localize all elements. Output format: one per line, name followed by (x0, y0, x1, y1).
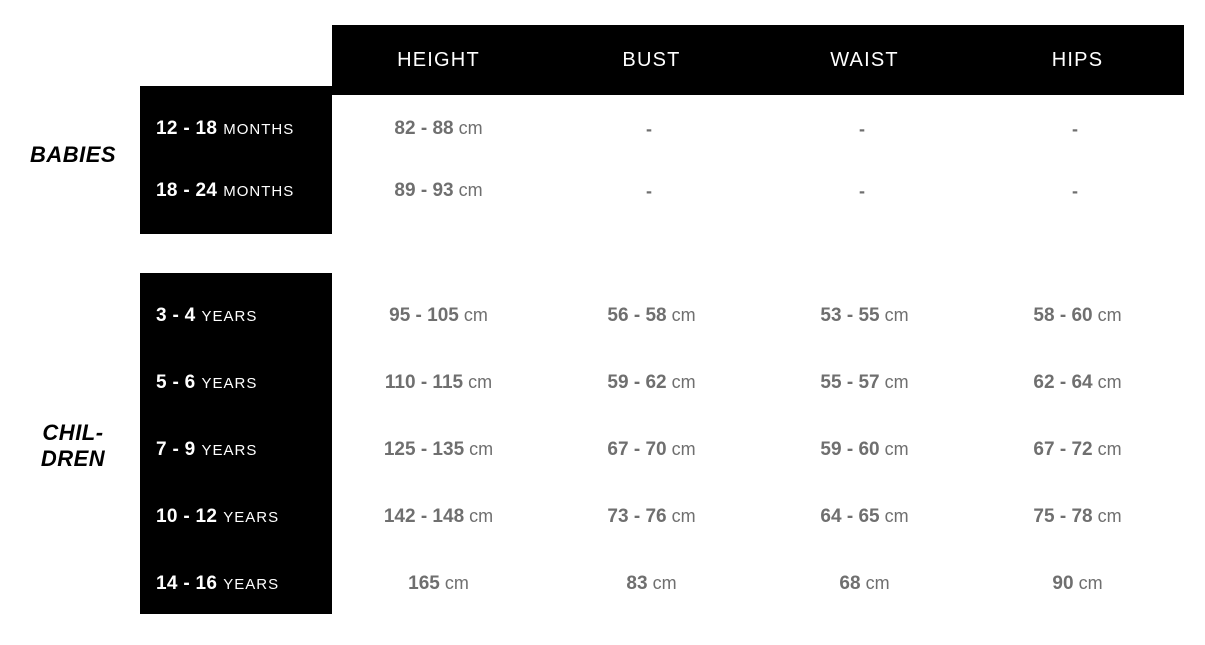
cell-waist-value: - (859, 180, 865, 201)
table-row (140, 417, 1184, 483)
size-unit: MONTHS (223, 121, 295, 138)
size-cell (140, 118, 332, 140)
cell-hips-unit: cm (1097, 372, 1122, 392)
size-range: 12 - 18 (156, 118, 218, 139)
cell-bust (545, 305, 758, 327)
cell-hips-value: 75 - 78 (1033, 506, 1093, 527)
cell-waist-value: 64 - 65 (820, 506, 880, 527)
cell-height (332, 506, 545, 528)
table-row (140, 551, 1184, 617)
size-cell (140, 573, 332, 595)
cell-height-value: 82 - 88 (394, 118, 454, 139)
cell-bust (545, 119, 758, 140)
cell-hips-unit: cm (1097, 506, 1122, 526)
group-label-babies: BABIES (29, 142, 117, 167)
size-unit: YEARS (223, 509, 280, 526)
cell-height (332, 573, 545, 595)
cell-bust-unit: cm (671, 372, 696, 392)
group-label-children-line2: DREN (40, 445, 106, 471)
size-range: 3 - 4 (156, 305, 196, 326)
cell-bust-value: - (646, 180, 652, 201)
group-label-children (8, 420, 138, 472)
cell-waist (758, 506, 971, 528)
cell-height-value: 95 - 105 (389, 305, 459, 326)
size-unit: YEARS (201, 308, 258, 325)
column-header-hips: HIPS (1051, 48, 1104, 71)
table-row (140, 283, 1184, 349)
cell-waist-unit: cm (884, 439, 909, 459)
column-header-waist: WAIST (830, 48, 899, 71)
cell-height-unit: cm (468, 372, 493, 392)
cell-hips (971, 305, 1184, 327)
size-unit: YEARS (223, 576, 280, 593)
cell-bust (545, 181, 758, 202)
cell-waist-value: 53 - 55 (820, 305, 880, 326)
cell-bust-value: 73 - 76 (607, 506, 667, 527)
cell-bust-value: 56 - 58 (607, 305, 667, 326)
cell-waist (758, 372, 971, 394)
cell-height (332, 305, 545, 327)
table-row (140, 96, 1184, 162)
column-header-height: HEIGHT (397, 48, 480, 71)
size-range: 10 - 12 (156, 506, 218, 527)
cell-waist-value: 55 - 57 (820, 372, 880, 393)
cell-bust-value: 59 - 62 (607, 372, 667, 393)
table-row (140, 484, 1184, 550)
cell-waist (758, 305, 971, 327)
cell-hips (971, 506, 1184, 528)
cell-hips (971, 439, 1184, 461)
cell-height-value: 125 - 135 (383, 439, 465, 460)
cell-waist-value: 59 - 60 (820, 439, 880, 460)
cell-bust (545, 439, 758, 461)
size-cell (140, 439, 332, 461)
cell-waist-unit: cm (865, 573, 890, 593)
cell-height (332, 118, 545, 140)
cell-height-value: 110 - 115 (384, 372, 464, 393)
cell-bust (545, 372, 758, 394)
cell-waist (758, 181, 971, 202)
cell-bust (545, 506, 758, 528)
cell-bust-value: 67 - 70 (607, 439, 667, 460)
cell-waist (758, 573, 971, 595)
cell-hips (971, 573, 1184, 595)
size-range: 14 - 16 (156, 573, 218, 594)
cell-height-unit: cm (458, 180, 483, 200)
cell-waist-value: 68 (839, 573, 861, 594)
cell-hips-unit: cm (1078, 573, 1103, 593)
cell-bust-value: 83 (626, 573, 648, 594)
cell-bust-unit: cm (671, 506, 696, 526)
cell-height-unit: cm (469, 439, 494, 459)
cell-height (332, 439, 545, 461)
size-range: 7 - 9 (156, 439, 196, 460)
cell-waist (758, 439, 971, 461)
cell-hips-value: 67 - 72 (1033, 439, 1093, 460)
cell-waist-value: - (859, 118, 865, 139)
size-cell (140, 506, 332, 528)
size-cell (140, 305, 332, 327)
size-range: 5 - 6 (156, 372, 196, 393)
cell-height-value: 89 - 93 (394, 180, 454, 201)
cell-hips (971, 372, 1184, 394)
cell-height-unit: cm (469, 506, 494, 526)
cell-waist-unit: cm (884, 372, 909, 392)
cell-height-unit: cm (444, 573, 469, 593)
cell-hips (971, 119, 1184, 140)
cell-waist-unit: cm (884, 506, 909, 526)
size-unit: MONTHS (223, 183, 295, 200)
cell-hips-value: 62 - 64 (1033, 372, 1093, 393)
cell-height-unit: cm (458, 118, 483, 138)
table-row (140, 158, 1184, 224)
cell-hips-value: 90 (1052, 573, 1074, 594)
size-unit: YEARS (201, 375, 258, 392)
size-range: 18 - 24 (156, 180, 218, 201)
cell-hips (971, 181, 1184, 202)
column-header-bust: BUST (622, 48, 681, 71)
cell-hips-unit: cm (1097, 439, 1122, 459)
cell-bust-unit: cm (652, 573, 677, 593)
cell-height (332, 372, 545, 394)
group-label-children-line1: CHIL- (42, 420, 104, 445)
cell-hips-value: 58 - 60 (1033, 305, 1093, 326)
cell-bust-unit: cm (671, 439, 696, 459)
table-row (140, 350, 1184, 416)
cell-bust-value: - (646, 118, 652, 139)
size-unit: YEARS (201, 442, 258, 459)
cell-height (332, 180, 545, 202)
table-header-row (332, 25, 1184, 95)
cell-hips-value: - (1072, 118, 1078, 139)
cell-height-unit: cm (463, 305, 488, 325)
cell-bust (545, 573, 758, 595)
cell-height-value: 142 - 148 (383, 506, 465, 527)
size-cell (140, 372, 332, 394)
cell-waist (758, 119, 971, 140)
size-cell (140, 180, 332, 202)
cell-waist-unit: cm (884, 305, 909, 325)
cell-height-value: 165 (408, 573, 440, 594)
cell-bust-unit: cm (671, 305, 696, 325)
cell-hips-unit: cm (1097, 305, 1122, 325)
cell-hips-value: - (1072, 180, 1078, 201)
